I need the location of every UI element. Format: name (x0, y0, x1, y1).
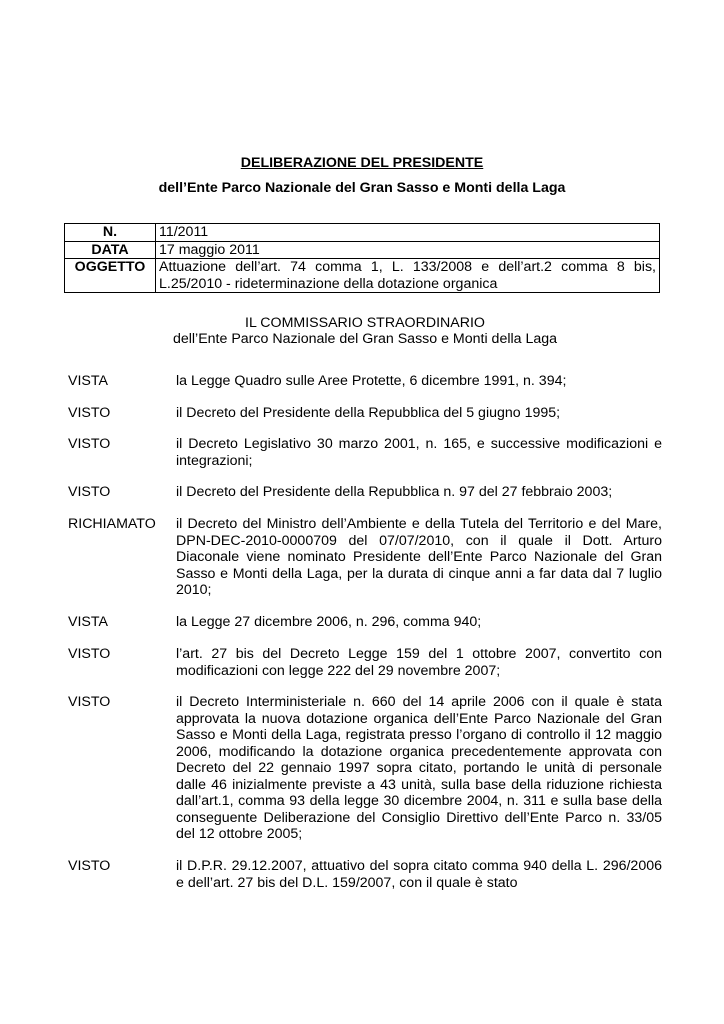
document-subtitle: dell’Ente Parco Nazionale del Gran Sasso e Monti della Laga (158, 180, 566, 196)
subject-value: Attuazione dell’art. 74 comma 1, L. 133/2008 e dell’art.2 comma 8 bis, L.25/2010 - rideterminazione della dotazione organica (156, 259, 660, 293)
header-table (64, 223, 660, 293)
signatory-role: IL COMMISSARIO STRAORDINARIO (245, 315, 485, 331)
recital-text: il Decreto del Ministro dell’Ambiente e della Tutela del Territorio e del Mare, DPN-DEC-2010-0000709 del 07/07/2010, con il quale il Dott. Arturo Diaconale viene nominato Presidente dell’Ente Parco Nazionale del Gran Sasso e Monti della Laga, per la durata di cinque anni a far data dal 7 luglio 2010; (176, 516, 662, 598)
recital-label: VISTO (68, 484, 111, 500)
recital-text: il Decreto del Presidente della Repubblica del 5 giugno 1995; (176, 405, 561, 421)
recital-text: la Legge 27 dicembre 2006, n. 296, comma 940; (176, 614, 482, 630)
recital-text: il Decreto Interministeriale n. 660 del 14 aprile 2006 con il quale è stata approvata la nuova dotazione organica dell’Ente Parco Nazionale del Gran Sasso e Monti della Laga, registrata presso l’organo di controllo il 12 maggio 2006, modificando la dotazione organica precedentemente approvata con Decreto del 22 gennaio 1997 sopra citato, portando le unità di personale dalle 46 inizialmente previste a 43 unità, sulla base della riduzione richiesta dall’art.1, comma 93 della legge 30 dicembre 2004, n. 311 e sulla base della conseguente Deliberazione del Consiglio Direttivo dell’Ente Parco n. 33/05 del 12 ottobre 2005; (176, 694, 662, 842)
recital-label: VISTO (68, 858, 111, 874)
table-row (65, 241, 660, 259)
date-label: DATA (65, 241, 156, 259)
recital-label: VISTO (68, 405, 111, 421)
date-value: 17 maggio 2011 (156, 241, 660, 259)
signatory-entity: dell’Ente Parco Nazionale del Gran Sasso e Monti della Laga (172, 331, 558, 347)
recital-text: la Legge Quadro sulle Aree Protette, 6 dicembre 1991, n. 394; (176, 373, 567, 389)
number-value: 11/2011 (156, 224, 660, 242)
recital-text: il D.P.R. 29.12.2007, attuativo del sopra citato comma 940 della L. 296/2006 e dell’art. 27 bis del D.L. 159/2007, con il quale è stato (176, 858, 662, 891)
table-row (65, 224, 660, 242)
document-title: DELIBERAZIONE DEL PRESIDENTE (240, 155, 484, 171)
recital-label: RICHIAMATO (68, 516, 156, 532)
recital-text: l’art. 27 bis del Decreto Legge 159 del 1 ottobre 2007, convertito con modificazioni con legge 222 del 29 novembre 2007; (176, 646, 662, 679)
recital-label: VISTA (68, 614, 108, 630)
table-row (65, 259, 660, 293)
recital-text: il Decreto Legislativo 30 marzo 2001, n. 165, e successive modificazioni e integrazioni; (176, 436, 662, 469)
recital-label: VISTA (68, 373, 108, 389)
recital-label: VISTO (68, 646, 111, 662)
recital-label: VISTO (68, 436, 111, 452)
recital-text: il Decreto del Presidente della Repubblica n. 97 del 27 febbraio 2003; (176, 484, 613, 500)
number-label: N. (65, 224, 156, 242)
recital-label: VISTO (68, 694, 111, 710)
subject-label: OGGETTO (65, 259, 156, 293)
